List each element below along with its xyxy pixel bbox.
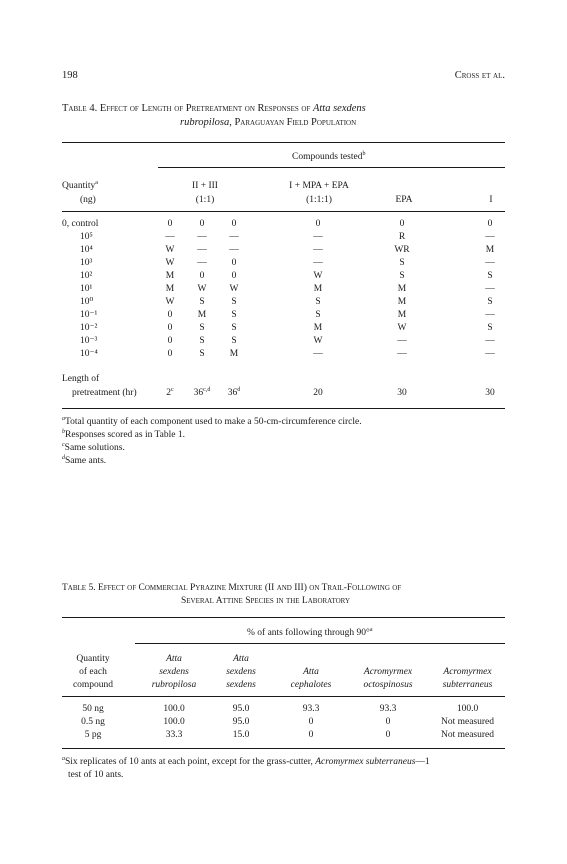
table4-response-cell: S [487, 323, 493, 333]
table4-response-cell: 0 [487, 219, 493, 229]
table5-value-cell: Not measured [440, 730, 495, 740]
table5-quantity-cell: 0.5 ng [81, 717, 105, 727]
table4-response-cell: W [165, 297, 175, 307]
table4-response-cell: S [199, 336, 205, 346]
table4-bottom-rule [62, 408, 505, 409]
table4-pretreat-c1: 2$^c$ [166, 386, 174, 398]
table4-response-cell: M [485, 245, 495, 255]
table4-title-lead: Table 4. [62, 103, 98, 114]
table4-pretreat-c6: 30 [485, 388, 495, 398]
table4-quantity-cell: 10⁻³ [80, 336, 98, 346]
table4-response-cell: — [165, 232, 175, 242]
table4-response-cell: M [313, 323, 323, 333]
table5-quantity-cell: 5 pg [84, 730, 102, 740]
table4-quantity-cell: 10³ [80, 258, 93, 268]
table4-quantity-cell: 10² [80, 271, 93, 281]
table5-value-cell: 100.0 [163, 717, 185, 727]
table4-response-cell: 0 [167, 219, 173, 229]
table4-response-cell: S [231, 297, 237, 307]
table4-response-cell: WR [394, 245, 410, 255]
table4-spanner-rule [158, 167, 505, 168]
table4-pretreat-c2: 36$^{c,d}$ [193, 386, 211, 398]
table5-col-head: Acromyrmex [363, 667, 413, 677]
table4-response-cell: S [315, 297, 321, 307]
page-number: 198 [62, 70, 78, 81]
table4-response-cell: W [229, 284, 239, 294]
table4-footnote-d: $^d$Same ants. [62, 454, 107, 466]
table4-response-cell: — [313, 349, 323, 359]
table4-col-head-4: I [489, 195, 493, 205]
table4-footnote-a: $^a$Total quantity of each component used to make a 50-cm-circumference circle. [62, 415, 362, 427]
table4-response-cell: — [197, 232, 207, 242]
table4-response-cell: S [199, 297, 205, 307]
table4-response-cell: 0 [231, 258, 237, 268]
table4-response-cell: — [313, 245, 323, 255]
table5-col-head: octospinosus [363, 680, 413, 690]
table5-value-cell: 0 [308, 717, 314, 727]
table5-value-cell: Not measured [440, 717, 495, 727]
table4-response-cell: 0 [315, 219, 321, 229]
table4-response-cell: W [313, 336, 323, 346]
table5-title [62, 583, 401, 593]
table4-spanner: Compounds tested$^b$ [292, 150, 366, 162]
table4-response-cell: — [485, 232, 495, 242]
table5-spanner: % of ants following through 90°$^a$ [247, 626, 373, 638]
table4-response-cell: S [487, 297, 493, 307]
table4-response-cell: — [229, 232, 239, 242]
table4-title-line2-rest: Paraguayan Field Population [234, 117, 357, 128]
table5-value-cell: 95.0 [232, 704, 250, 714]
table4-title-line2-species: rubropilosa, [180, 117, 232, 128]
table4-response-cell: M [165, 284, 175, 294]
table4-response-cell: 0 [399, 219, 405, 229]
table4-response-cell: M [397, 310, 407, 320]
table4-response-cell: M [397, 284, 407, 294]
table4-col-head-2: I + MPA + EPA [289, 181, 349, 191]
table5-value-cell: 0 [385, 730, 391, 740]
table5-value-cell: 0 [308, 730, 314, 740]
table4-response-cell: — [313, 258, 323, 268]
table4-title [62, 103, 366, 114]
table5-col-head: Acromyrmex [443, 667, 492, 677]
running-head: Cross et al. [454, 70, 505, 81]
table4-response-cell: — [197, 245, 207, 255]
table4-response-cell: 0 [199, 271, 205, 281]
table4-response-cell: W [397, 323, 407, 333]
table4-pretreat-c4: 20 [313, 388, 323, 398]
table4-quantity-label: Quantity$^a$ [62, 179, 98, 191]
table4-response-cell: — [485, 310, 495, 320]
table5-col-head: cephalotes [290, 680, 332, 690]
table5-stub-3: compound [72, 680, 114, 690]
table5-spanner-rule [135, 643, 505, 644]
table4-footnote-c: $^c$Same solutions. [62, 441, 125, 453]
table4-col-head-3: EPA [395, 195, 413, 205]
table5-col-head: sexdens [226, 667, 256, 677]
table4-response-cell: 0 [167, 349, 173, 359]
table4-response-cell: 0 [167, 323, 173, 333]
table5-stub-1: Quantity [76, 654, 110, 664]
table4-pretreat-c5: 30 [397, 388, 407, 398]
table4-response-cell: S [487, 271, 493, 281]
table4-response-cell: — [485, 284, 495, 294]
table4-head-rule [62, 211, 505, 212]
table4-quantity-cell: 10¹ [80, 284, 93, 294]
table5-col-head: sexdens [159, 667, 189, 677]
table4-title-text: Effect of Length of Pretreatment on Responses of [99, 103, 311, 114]
table5-head-rule [62, 696, 505, 697]
table5-quantity-cell: 50 ng [82, 704, 104, 714]
table4-response-cell: — [485, 349, 495, 359]
table4-title-species: Atta sexdens [312, 103, 366, 114]
table4-quantity-cell: 10⁴ [80, 245, 93, 255]
table5-value-cell: 0 [385, 717, 391, 727]
table4-response-cell: S [231, 336, 237, 346]
table4-quantity-cell: 10⁻¹ [80, 310, 98, 320]
table4-response-cell: S [399, 271, 405, 281]
table4-response-cell: W [313, 271, 323, 281]
table4-response-cell: W [197, 284, 207, 294]
table5-footnote-line2: test of 10 ants. [68, 770, 124, 780]
table5-col-head: Atta [303, 667, 319, 677]
table4-col-sub-1: (1:1) [195, 195, 215, 205]
table5-value-cell: 93.3 [302, 704, 320, 714]
table4-response-cell: M [313, 284, 323, 294]
table5-title-line2: Several Attine Species in the Laboratory [181, 596, 351, 606]
table5-value-cell: 93.3 [379, 704, 397, 714]
table4-response-cell: M [197, 310, 207, 320]
table4-response-cell: — [197, 258, 207, 268]
table4-response-cell: M [229, 349, 239, 359]
table5-col-head: Atta [166, 654, 182, 664]
table4-top-rule [62, 142, 505, 143]
table4-response-cell: — [397, 336, 407, 346]
table5-value-cell: 15.0 [232, 730, 250, 740]
table4-response-cell: S [399, 258, 405, 268]
table4-response-cell: — [485, 336, 495, 346]
table5-footnote-line1: $^a$Six replicates of 10 ants at each point, except for the grass-cutter, Acromyrmex subterraneus—1 [62, 755, 430, 767]
table5-value-cell: 33.3 [165, 730, 183, 740]
table4-response-cell: M [165, 271, 175, 281]
table4-response-cell: R [398, 232, 406, 242]
table4-quantity-cell: 10⁵ [80, 232, 93, 242]
table4-response-cell: S [199, 349, 205, 359]
table5-title-line1: Effect of Commercial Pyrazine Mixture (II and III) on Trail-Following of [97, 583, 402, 593]
table4-response-cell: S [231, 310, 237, 320]
table5-value-cell: 100.0 [163, 704, 185, 714]
table4-response-cell: 0 [167, 336, 173, 346]
table4-response-cell: W [165, 245, 175, 255]
table5-col-head: sexdens [226, 680, 256, 690]
table4-quantity-unit: (ng) [80, 195, 96, 205]
table4-response-cell: 0 [167, 310, 173, 320]
table4-quantity-cell: 10⁰ [80, 297, 94, 307]
table4-response-cell: 0 [231, 271, 237, 281]
table4-quantity-cell: 0, control [62, 219, 99, 229]
table4-response-cell: S [199, 323, 205, 333]
table4-pretreat-label-2: pretreatment (hr) [72, 388, 137, 398]
table4-response-cell: M [397, 297, 407, 307]
table4-response-cell: S [231, 323, 237, 333]
table5-bottom-rule [62, 748, 505, 749]
table4-response-cell: S [315, 310, 321, 320]
table4-pretreat-c3: 36$^d$ [227, 386, 241, 398]
table5-value-cell: 100.0 [456, 704, 479, 714]
table5-col-head: Atta [233, 654, 249, 664]
table5-col-head: subterraneus [442, 680, 493, 690]
table4-quantity-cell: 10⁻² [80, 323, 98, 333]
table4-response-cell: — [229, 245, 239, 255]
table4-response-cell: W [165, 258, 175, 268]
table5-col-head: rubropilosa [151, 680, 197, 690]
table4-pretreat-label-1: Length of [62, 374, 100, 384]
table5-value-cell: 95.0 [232, 717, 250, 727]
table4-quantity-cell: 10⁻⁴ [80, 349, 98, 359]
table4-col-sub-2: (1:1:1) [306, 195, 332, 205]
table5-stub-2: of each [79, 667, 107, 677]
table5-top-rule [62, 617, 505, 618]
table4-footnote-b: $^b$Responses scored as in Table 1. [62, 428, 185, 440]
table4-response-cell: — [485, 258, 495, 268]
table4-col-head-1: II + III [192, 181, 218, 191]
table4-title-line2 [180, 117, 356, 128]
table5-title-lead: Table 5. [62, 583, 96, 593]
table4-response-cell: — [397, 349, 407, 359]
table4-response-cell: — [313, 232, 323, 242]
table4-response-cell: 0 [199, 219, 205, 229]
table4-response-cell: 0 [231, 219, 237, 229]
